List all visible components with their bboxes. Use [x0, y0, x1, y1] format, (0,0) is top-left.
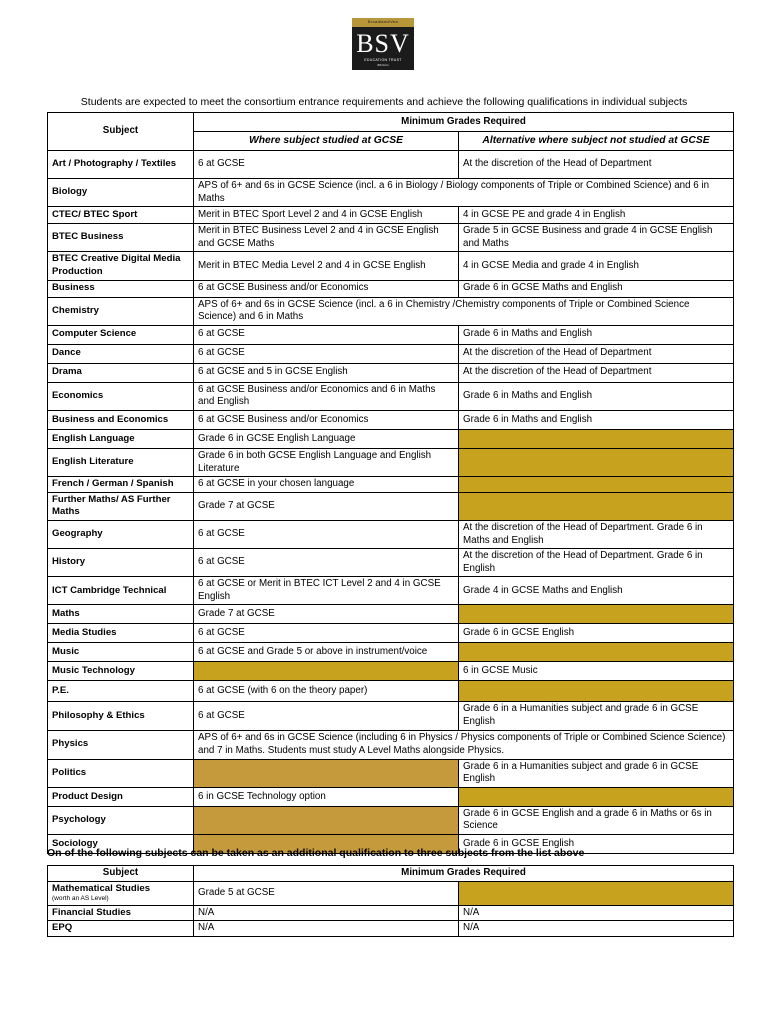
- header-min-grades: Minimum Grades Required: [194, 113, 734, 132]
- alternative-cell: Grade 6 in GCSE English: [459, 624, 734, 643]
- table-row: [48, 252, 734, 280]
- studied-cell: 6 at GCSE Business and/or Economics: [194, 410, 459, 429]
- studied-cell: 6 at GCSE (with 6 on the theory paper): [194, 681, 459, 702]
- subject-cell: ICT Cambridge Technical: [48, 577, 194, 605]
- bsv-logo: [352, 18, 414, 70]
- studied-cell: Merit in BTEC Sport Level 2 and 4 in GCSE English: [194, 207, 459, 224]
- studied-cell: Grade 6 in GCSE English Language: [194, 429, 459, 448]
- studied-cell-empty: [194, 806, 459, 834]
- alternative-cell-empty: [459, 477, 734, 493]
- header-not-studied: Alternative where subject not studied at GCSE: [459, 132, 734, 151]
- subject-cell: English Literature: [48, 448, 194, 476]
- subject-cell: Media Studies: [48, 624, 194, 643]
- header-studied: Where subject studied at GCSE: [194, 132, 459, 151]
- table-row: [48, 681, 734, 702]
- additional-note: On of the following subjects can be taken as an additional qualification to three subjects from the list above: [47, 847, 585, 859]
- studied-cell: 6 at GCSE: [194, 344, 459, 363]
- alternative-cell: At the discretion of the Head of Department. Grade 6 in Maths and English: [459, 520, 734, 548]
- alternative-cell: 4 in GCSE Media and grade 4 in English: [459, 252, 734, 280]
- table-row: [48, 344, 734, 363]
- table-row: [48, 577, 734, 605]
- subject-cell: Music: [48, 643, 194, 662]
- table-row: [48, 549, 734, 577]
- subject-label: Financial Studies: [52, 906, 131, 918]
- subject-cell: Politics: [48, 759, 194, 787]
- studied-cell: Grade 5 at GCSE: [194, 881, 459, 905]
- table-row: [48, 643, 734, 662]
- alternative-cell: Grade 6 in Maths and English: [459, 410, 734, 429]
- alternative-cell: Grade 4 in GCSE Maths and English: [459, 577, 734, 605]
- subject-cell: [48, 881, 194, 905]
- subject-cell: French / German / Spanish: [48, 477, 194, 493]
- studied-cell: 6 at GCSE: [194, 702, 459, 730]
- subject-label: Mathematical Studies: [52, 882, 151, 894]
- studied-cell: 6 in GCSE Technology option: [194, 787, 459, 806]
- requirements-body: [48, 151, 734, 854]
- subject-subnote: (worth an AS Level): [52, 895, 109, 903]
- alternative-cell: At the discretion of the Head of Department. Grade 6 in English: [459, 549, 734, 577]
- studied-cell: Merit in BTEC Business Level 2 and 4 in GCSE English and GCSE Maths: [194, 224, 459, 252]
- table-row: [48, 492, 734, 520]
- table-row: [48, 730, 734, 759]
- alternative-cell: Grade 5 in GCSE Business and grade 4 in GCSE English and Maths: [459, 224, 734, 252]
- logo-main-text: BSV: [356, 29, 410, 58]
- studied-cell: 6 at GCSE Business and/or Economics and 6 in Maths and English: [194, 382, 459, 410]
- requirement-merged-cell: APS of 6+ and 6s in GCSE Science (incl. a 6 in Biology / Biology components of Triple or Combined Science) and 6 in Maths: [194, 179, 734, 207]
- subject-cell: Business and Economics: [48, 410, 194, 429]
- table-row: [48, 410, 734, 429]
- studied-cell: 6 at GCSE: [194, 520, 459, 548]
- studied-cell: 6 at GCSE and 5 in GCSE English: [194, 363, 459, 382]
- subject-cell: CTEC/ BTEC Sport: [48, 207, 194, 224]
- subject-cell: Music Technology: [48, 662, 194, 681]
- alternative-cell: Grade 6 in Maths and English: [459, 325, 734, 344]
- subject-cell: Economics: [48, 382, 194, 410]
- logo-top-text: Broadland/Vea: [367, 19, 399, 24]
- table-row: [48, 806, 734, 834]
- table-row: [48, 151, 734, 179]
- alternative-cell-empty: [459, 429, 734, 448]
- table-row: [48, 905, 734, 921]
- studied-cell: Merit in BTEC Media Level 2 and 4 in GCSE English: [194, 252, 459, 280]
- alternative-cell: 6 in GCSE Music: [459, 662, 734, 681]
- alternative-cell: At the discretion of the Head of Department: [459, 363, 734, 382]
- table-row: [48, 520, 734, 548]
- table-row: [48, 325, 734, 344]
- subject-cell: Biology: [48, 179, 194, 207]
- alternative-cell-empty: [459, 605, 734, 624]
- table-row: [48, 448, 734, 476]
- alternative-cell-empty: [459, 881, 734, 905]
- alternative-cell-empty: [459, 448, 734, 476]
- subject-cell: Geography: [48, 520, 194, 548]
- studied-cell: 6 at GCSE: [194, 325, 459, 344]
- alternative-cell: N/A: [459, 905, 734, 921]
- alternative-cell: Grade 6 in GCSE Maths and English: [459, 280, 734, 297]
- alternative-cell: 4 in GCSE PE and grade 4 in English: [459, 207, 734, 224]
- additional-qualifications-table: [47, 865, 734, 937]
- table-row: [48, 605, 734, 624]
- studied-cell: Grade 7 at GCSE: [194, 492, 459, 520]
- studied-cell: 6 at GCSE and Grade 5 or above in instrument/voice: [194, 643, 459, 662]
- subject-cell: History: [48, 549, 194, 577]
- studied-cell: 6 at GCSE: [194, 151, 459, 179]
- subject-cell: Business: [48, 280, 194, 297]
- studied-cell: N/A: [194, 905, 459, 921]
- table-row: [48, 702, 734, 730]
- table-row: [48, 429, 734, 448]
- subject-cell: Philosophy & Ethics: [48, 702, 194, 730]
- alternative-cell: Grade 6 in a Humanities subject and grade 6 in GCSE English: [459, 759, 734, 787]
- subject-cell: BTEC Business: [48, 224, 194, 252]
- subject-cell: P.E.: [48, 681, 194, 702]
- studied-cell: N/A: [194, 921, 459, 937]
- subject-cell: Art / Photography / Textiles: [48, 151, 194, 179]
- subject-cell: Further Maths/ AS Further Maths: [48, 492, 194, 520]
- entrance-requirements-table: [47, 112, 734, 854]
- subject-cell: Product Design: [48, 787, 194, 806]
- studied-cell: 6 at GCSE Business and/or Economics: [194, 280, 459, 297]
- subject-cell: [48, 921, 194, 937]
- subject-cell: Psychology: [48, 806, 194, 834]
- alternative-cell: Grade 6 in a Humanities subject and grade 6 in GCSE English: [459, 702, 734, 730]
- table-row: [48, 921, 734, 937]
- header-subject: Subject: [48, 113, 194, 151]
- alternative-cell-empty: [459, 492, 734, 520]
- alternative-cell-empty: [459, 643, 734, 662]
- additional-body: [48, 881, 734, 936]
- requirement-merged-cell: APS of 6+ and 6s in GCSE Science (incl. a 6 in Chemistry /Chemistry components of Triple or Combined Science Science) and 6 in Maths: [194, 297, 734, 325]
- subject-cell: Sociology: [48, 835, 194, 854]
- table-row: [48, 297, 734, 325]
- studied-cell: 6 at GCSE in your chosen language: [194, 477, 459, 493]
- studied-cell: 6 at GCSE or Merit in BTEC ICT Level 2 and 4 in GCSE English: [194, 577, 459, 605]
- table-row: [48, 662, 734, 681]
- logo-subtitle-2: 6th form: [377, 63, 389, 67]
- subject-cell: BTEC Creative Digital Media Production: [48, 252, 194, 280]
- subject-cell: Chemistry: [48, 297, 194, 325]
- table-row: [48, 207, 734, 224]
- studied-cell-empty: [194, 662, 459, 681]
- subject-cell: Computer Science: [48, 325, 194, 344]
- alternative-cell-empty: [459, 787, 734, 806]
- alternative-cell: Grade 6 in GCSE English: [459, 835, 734, 854]
- alternative-cell: At the discretion of the Head of Department: [459, 151, 734, 179]
- table-row: [48, 382, 734, 410]
- add-header-subject: Subject: [48, 866, 194, 882]
- intro-text: Students are expected to meet the consortium entrance requirements and achieve the following qualifications in individual subjects: [80, 96, 688, 108]
- subject-cell: Drama: [48, 363, 194, 382]
- alternative-cell: Grade 6 in Maths and English: [459, 382, 734, 410]
- subject-cell: Maths: [48, 605, 194, 624]
- studied-cell: Grade 6 in both GCSE English Language and English Literature: [194, 448, 459, 476]
- table-row: [48, 179, 734, 207]
- studied-cell: 6 at GCSE: [194, 549, 459, 577]
- studied-cell: Grade 7 at GCSE: [194, 605, 459, 624]
- table-row: [48, 881, 734, 905]
- subject-cell: English Language: [48, 429, 194, 448]
- table-row: [48, 787, 734, 806]
- subject-cell: [48, 905, 194, 921]
- table-row: [48, 477, 734, 493]
- requirement-merged-cell: APS of 6+ and 6s in GCSE Science (including 6 in Physics / Physics components of Triple or Combined Science Science) and 7 in Maths. Students must study A Level Maths alongside Physics.: [194, 730, 734, 759]
- subject-label: EPQ: [52, 922, 73, 934]
- subject-cell: Physics: [48, 730, 194, 759]
- alternative-cell: N/A: [459, 921, 734, 937]
- studied-cell-empty: [194, 759, 459, 787]
- subject-cell: Dance: [48, 344, 194, 363]
- table-row: [48, 363, 734, 382]
- table-row: [48, 759, 734, 787]
- table-row: [48, 280, 734, 297]
- alternative-cell-empty: [459, 681, 734, 702]
- alternative-cell: Grade 6 in GCSE English and a grade 6 in Maths or 6s in Science: [459, 806, 734, 834]
- table-row: [48, 224, 734, 252]
- alternative-cell: At the discretion of the Head of Department: [459, 344, 734, 363]
- add-header-grades: Minimum Grades Required: [194, 866, 734, 882]
- logo-subtitle: EDUCATION TRUST: [364, 58, 402, 62]
- studied-cell: 6 at GCSE: [194, 624, 459, 643]
- table-row: [48, 624, 734, 643]
